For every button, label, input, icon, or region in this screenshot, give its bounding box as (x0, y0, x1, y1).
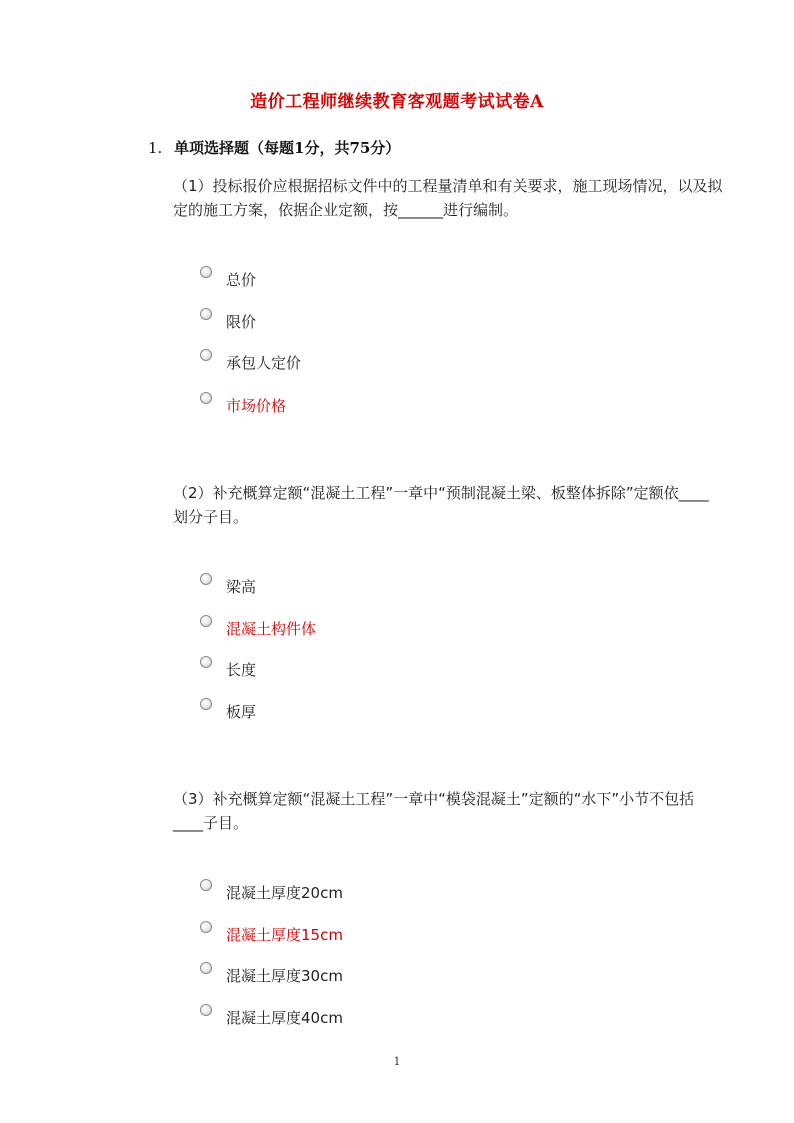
option-label: 混凝土厚度15cm (226, 926, 343, 944)
radio-button-icon[interactable] (200, 392, 212, 404)
option-row[interactable] (200, 966, 343, 988)
option-row[interactable] (200, 702, 256, 724)
radio-button-icon[interactable] (200, 879, 212, 891)
exam-title: 造价工程师继续教育客观题考试试卷A (250, 92, 544, 112)
option-row[interactable] (200, 353, 301, 375)
section-heading (148, 137, 400, 158)
question-text: （3）补充概算定额“混凝土工程”一章中“模袋混凝土”定额的“水下”小节不包括____子目。 (173, 790, 695, 832)
option-label: 板厚 (226, 703, 257, 721)
option-label: 总价 (226, 271, 257, 289)
option-label: 梁高 (226, 578, 257, 596)
option-row-correct[interactable] (200, 619, 316, 641)
radio-button-icon[interactable] (200, 266, 212, 278)
section-number: 1. (148, 139, 163, 157)
page-number: 1 (393, 1055, 401, 1068)
option-label: 市场价格 (226, 397, 287, 415)
question-text: （2）补充概算定额“混凝土工程”一章中“预制混凝土梁、板整体拆除”定额依____划分子目。 (173, 484, 709, 526)
radio-button-icon[interactable] (200, 698, 212, 710)
option-label: 混凝土厚度20cm (226, 884, 343, 902)
option-row[interactable] (200, 883, 343, 905)
radio-button-icon[interactable] (200, 962, 212, 974)
option-row[interactable] (200, 270, 256, 292)
radio-button-icon[interactable] (200, 308, 212, 320)
option-row[interactable] (200, 1008, 343, 1030)
option-label: 混凝土厚度30cm (226, 967, 343, 985)
option-label: 承包人定价 (226, 354, 302, 372)
radio-button-icon[interactable] (200, 573, 212, 585)
option-label: 混凝土构件体 (226, 620, 317, 638)
option-row[interactable] (200, 660, 256, 682)
radio-button-icon[interactable] (200, 656, 212, 668)
option-row[interactable] (200, 312, 256, 334)
question-text: （1）投标报价应根据招标文件中的工程量清单和有关要求，施工现场情况，以及拟定的施工方案，依据企业定额，按______进行编制。 (173, 177, 723, 219)
option-row-correct[interactable] (200, 925, 343, 947)
option-label: 限价 (226, 313, 257, 331)
option-label: 长度 (226, 661, 257, 679)
option-row[interactable] (200, 577, 256, 599)
section-title: 单项选择题（每题1分，共75分） (174, 139, 401, 157)
radio-button-icon[interactable] (200, 349, 212, 361)
radio-button-icon[interactable] (200, 1004, 212, 1016)
radio-button-icon[interactable] (200, 615, 212, 627)
option-row-correct[interactable] (200, 396, 286, 418)
radio-button-icon[interactable] (200, 921, 212, 933)
option-label: 混凝土厚度40cm (226, 1009, 343, 1027)
